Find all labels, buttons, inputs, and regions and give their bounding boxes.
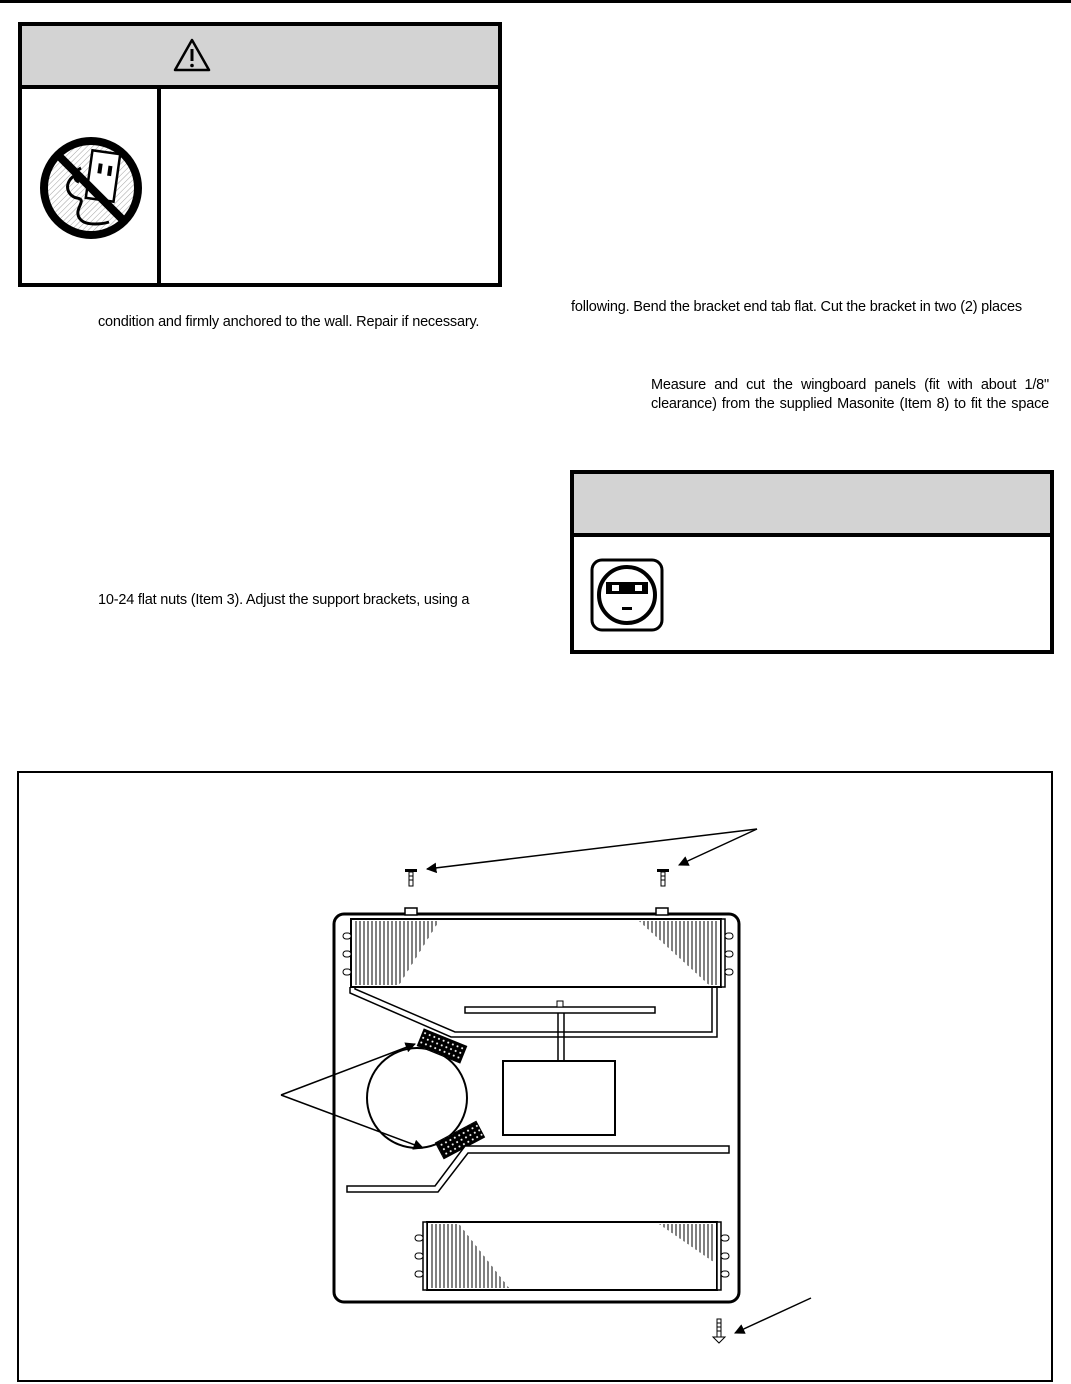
figure-frame	[17, 771, 1053, 1382]
page-top-rule	[0, 0, 1071, 3]
right-text-line-3: clearance) from the supplied Masonite (Item 8) to fit the space	[651, 396, 1049, 412]
warning-box	[18, 22, 502, 287]
right-text-line-2: Measure and cut the wingboard panels (fit with about 1/8"	[651, 377, 1049, 393]
right-text-line-1: following. Bend the bracket end tab flat. Cut the bracket in two (2) places	[571, 299, 1022, 315]
bottom-screw	[713, 1319, 725, 1343]
motor-box	[503, 1061, 615, 1135]
warning-header	[22, 26, 498, 89]
left-text-line-1: condition and firmly anchored to the wall. Repair if necessary.	[98, 314, 480, 330]
no-plug-prohibition-icon	[37, 134, 145, 242]
caution-header	[574, 474, 1050, 537]
left-text-line-2: 10-24 flat nuts (Item 3). Adjust the support brackets, using a	[98, 592, 470, 608]
air-handler-interior-diagram	[19, 773, 1051, 1380]
top-screw-left	[405, 869, 417, 886]
top-screw-right	[657, 869, 669, 886]
caution-box	[570, 470, 1054, 654]
grounded-outlet-icon	[590, 558, 664, 632]
warning-icon-cell	[22, 89, 161, 283]
warning-triangle-icon	[172, 37, 212, 73]
